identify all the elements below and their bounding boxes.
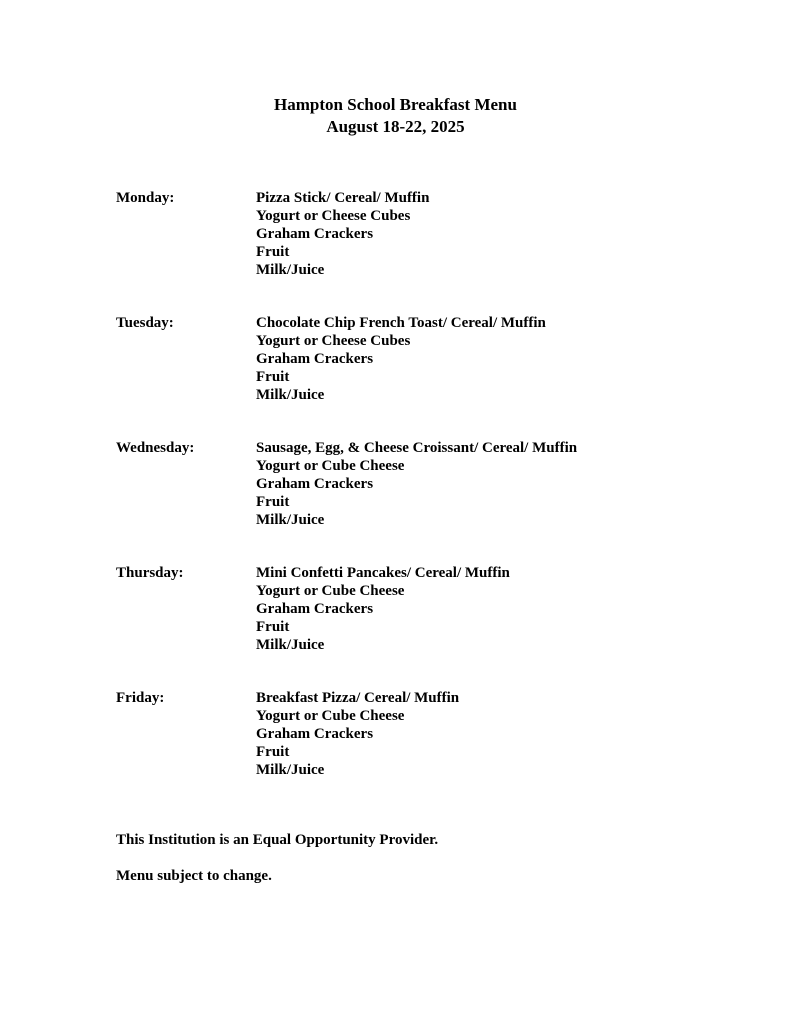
day-label: Thursday: [116,565,184,581]
menu-item: Milk/Juice [256,512,325,528]
day-items [256,314,546,404]
menu-item: Chocolate Chip French Toast/ Cereal/ Muffin [256,315,546,331]
menu-item: Yogurt or Cube Cheese [256,708,405,724]
menu-title: Hampton School Breakfast Menu [274,95,517,114]
menu-item: Graham Crackers [256,476,374,492]
menu-item: Fruit [256,244,290,260]
menu-dates: August 18-22, 2025 [326,117,465,136]
menu-item: Fruit [256,369,290,385]
day-label: Friday: [116,690,165,706]
menu-item: Milk/Juice [256,637,325,653]
day-items [256,689,459,779]
menu-item: Milk/Juice [256,762,325,778]
menu-item: Yogurt or Cube Cheese [256,583,405,599]
day-items [256,439,577,529]
equal-opportunity-statement: This Institution is an Equal Opportunity Provider. [116,832,439,848]
menu-item: Yogurt or Cheese Cubes [256,333,411,349]
menu-item: Milk/Juice [256,262,325,278]
menu-item: Fruit [256,494,290,510]
menu-item: Graham Crackers [256,351,374,367]
menu-item: Breakfast Pizza/ Cereal/ Muffin [256,690,460,706]
menu-header [0,94,791,138]
menu-change-notice: Menu subject to change. [116,868,272,884]
menu-item: Graham Crackers [256,226,374,242]
menu-item: Yogurt or Cheese Cubes [256,208,411,224]
day-items [256,564,510,654]
menu-item: Sausage, Egg, & Cheese Croissant/ Cereal/ Muffin [256,440,578,456]
menu-item: Graham Crackers [256,726,374,742]
day-label: Tuesday: [116,315,174,331]
menu-item: Graham Crackers [256,601,374,617]
menu-item: Yogurt or Cube Cheese [256,458,405,474]
menu-item: Pizza Stick/ Cereal/ Muffin [256,190,430,206]
menu-item: Fruit [256,619,290,635]
menu-item: Mini Confetti Pancakes/ Cereal/ Muffin [256,565,510,581]
menu-item: Fruit [256,744,290,760]
day-items [256,189,429,279]
day-label: Wednesday: [116,440,195,456]
day-label: Monday: [116,190,175,206]
menu-item: Milk/Juice [256,387,325,403]
